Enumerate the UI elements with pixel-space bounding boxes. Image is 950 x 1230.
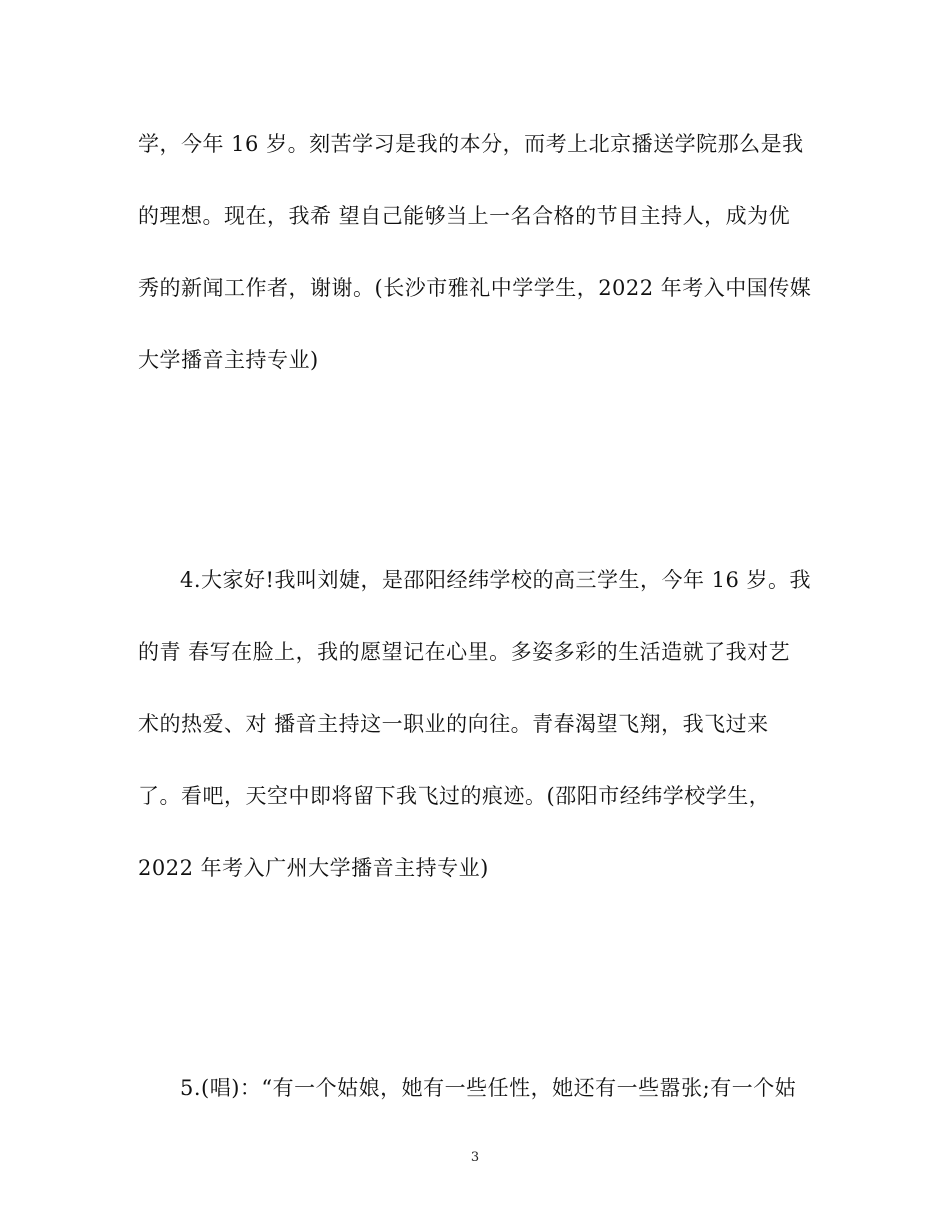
paragraph-line: 2022 年考入广州大学播音主持专业) <box>138 856 489 880</box>
paragraph-line: 秀的新闻工作者，谢谢。(长沙市雅礼中学学生，2022 年考入中国传媒 <box>138 276 812 300</box>
paragraph-line: 大学播音主持专业) <box>138 348 319 372</box>
paragraph-line: 4.大家好!我叫刘婕，是邵阳经纬学校的高三学生，今年 16 岁。我 <box>180 568 812 592</box>
paragraph-line: 了。看吧，天空中即将留下我飞过的痕迹。(邵阳市经纬学校学生， <box>138 784 771 808</box>
paragraph-line: 学，今年 16 岁。刻苦学习是我的本分，而考上北京播送学院那么是我 <box>138 132 804 156</box>
page-number: 3 <box>470 1150 480 1165</box>
paragraph-line: 5.(唱)：“有一个姑娘，她有一些任性，她还有一些嚣张;有一个姑 <box>180 1076 797 1100</box>
paragraph-line: 的青 春写在脸上，我的愿望记在心里。多姿多彩的生活造就了我对艺 <box>138 640 791 664</box>
paragraph-line: 的理想。现在，我希 望自己能够当上一名合格的节目主持人，成为优 <box>138 204 791 228</box>
paragraph-line: 术的热爱、对 播音主持这一职业的向往。青春渴望飞翔，我飞过来 <box>138 712 769 736</box>
